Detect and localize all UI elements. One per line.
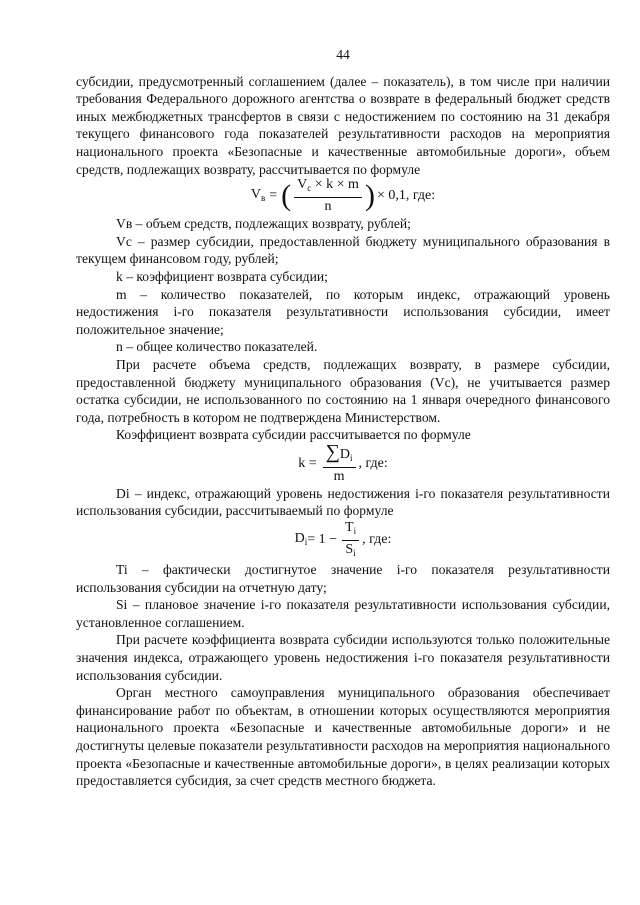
paragraph-k-formula: Коэффициент возврата субсидии рассчитывается по формуле [116, 427, 471, 443]
formula-coefficient [76, 440, 610, 484]
formula-coefficient-denominator: m [333, 468, 345, 484]
formula-coefficient-lhs: k = [298, 455, 317, 471]
definition-vc: Vс – размер субсидии, предоставленной бюджету муниципального образования в текущем финансовом году, рублей; [76, 233, 610, 267]
paragraph-positive-values: При расчете коэффициента возврата субсидии используются только положительные значения индекса, отражающего уровень недостижения i-го показателя результативности использования субсидии. [76, 632, 610, 683]
formula-index-tail: , где: [362, 532, 392, 548]
paragraph-calculation: При расчете объема средств, подлежащих возврату, в размере субсидии, предоставленной бюджету муниципального образования (Vс), не учитывается размер остатка субсидии, не использованного по состоянию на 1 января очередного финансового года, потребность в котором не подтверждена Министерством. [76, 356, 610, 425]
formula-volume-denominator: n [324, 199, 332, 215]
formula-volume [76, 177, 610, 215]
definition-n: n – общее количество показателей. [116, 339, 318, 355]
formula-index-denominator: $S_i$ [345, 541, 356, 558]
formula-coefficient-tail: , где: [358, 455, 388, 471]
formula-index-lhs: $D_i$ [294, 530, 308, 547]
formula-index-fraction [342, 520, 359, 561]
formula-volume-fraction [294, 177, 362, 215]
paragraph-intro: субсидии, предусмотренный соглашением (далее – показатель), в том числе при наличии требования Федерального дорожного агентства о возврате в федеральный бюджет средств иных межбюджетных трансфертов в связи с недостижением по состоянию на 31 декабря текущего финансового года показателей результативности расходов на мероприятия национального проекта «Безопасные и качественные автомобильные дороги», объем средств, подлежащих возврату, рассчитывается по формуле [76, 73, 610, 177]
formula-index [76, 519, 610, 558]
formula-index-numerator: $T_i$ [342, 520, 359, 541]
paragraph-local-funding: Орган местного самоуправления муниципального образования обеспечивает финансирование работ по объектам, в отношении которых осуществляются мероприятия национального проекта «Безопасные и качественные автомобильные дороги» и не достигнуты целевые показатели результативности расходов на мероприятия национального проекта «Безопасные и качественные автомобильные дороги», в целях реализации которых предоставляется субсидия, за счет средств местного бюджета. [76, 685, 610, 789]
formula-volume-lhs: $V_в$ [250, 186, 266, 203]
definition-si: Si – плановое значение i-го показателя результативности использования субсидии, установленное соглашением. [76, 597, 610, 630]
formula-index-rhs-start: = 1 − [307, 532, 338, 548]
formula-coefficient-numerator: $\sum D_i$ [323, 443, 356, 468]
formula-volume-tail: × 0,1, где: [376, 188, 436, 204]
definition-k: k – коэффициент возврата субсидии; [116, 268, 328, 284]
definition-ti: Ti – фактически достигнутое значение i-го показателя результативности использования субсидии на отчетную дату; [76, 562, 610, 595]
definition-m: m – количество показателей, по которым индекс, отражающий уровень недостижения i-го показателя результативности использования субсидии, имеет положительное значение; [76, 286, 610, 337]
left-paren: ( [281, 179, 292, 213]
formula-volume-equals: = [269, 188, 278, 204]
definition-vv: Vв – объем средств, подлежащих возврату, рублей; [116, 216, 411, 232]
page-number: 44 [336, 47, 350, 62]
formula-coefficient-fraction [323, 440, 356, 485]
right-paren: ) [364, 179, 375, 213]
definition-di: Di – индекс, отражающий уровень недостижения i-го показателя результативности использования субсидии, рассчитываемый по формуле [76, 485, 610, 519]
formula-volume-numerator: $V_с \times k \times m$ [294, 177, 362, 198]
